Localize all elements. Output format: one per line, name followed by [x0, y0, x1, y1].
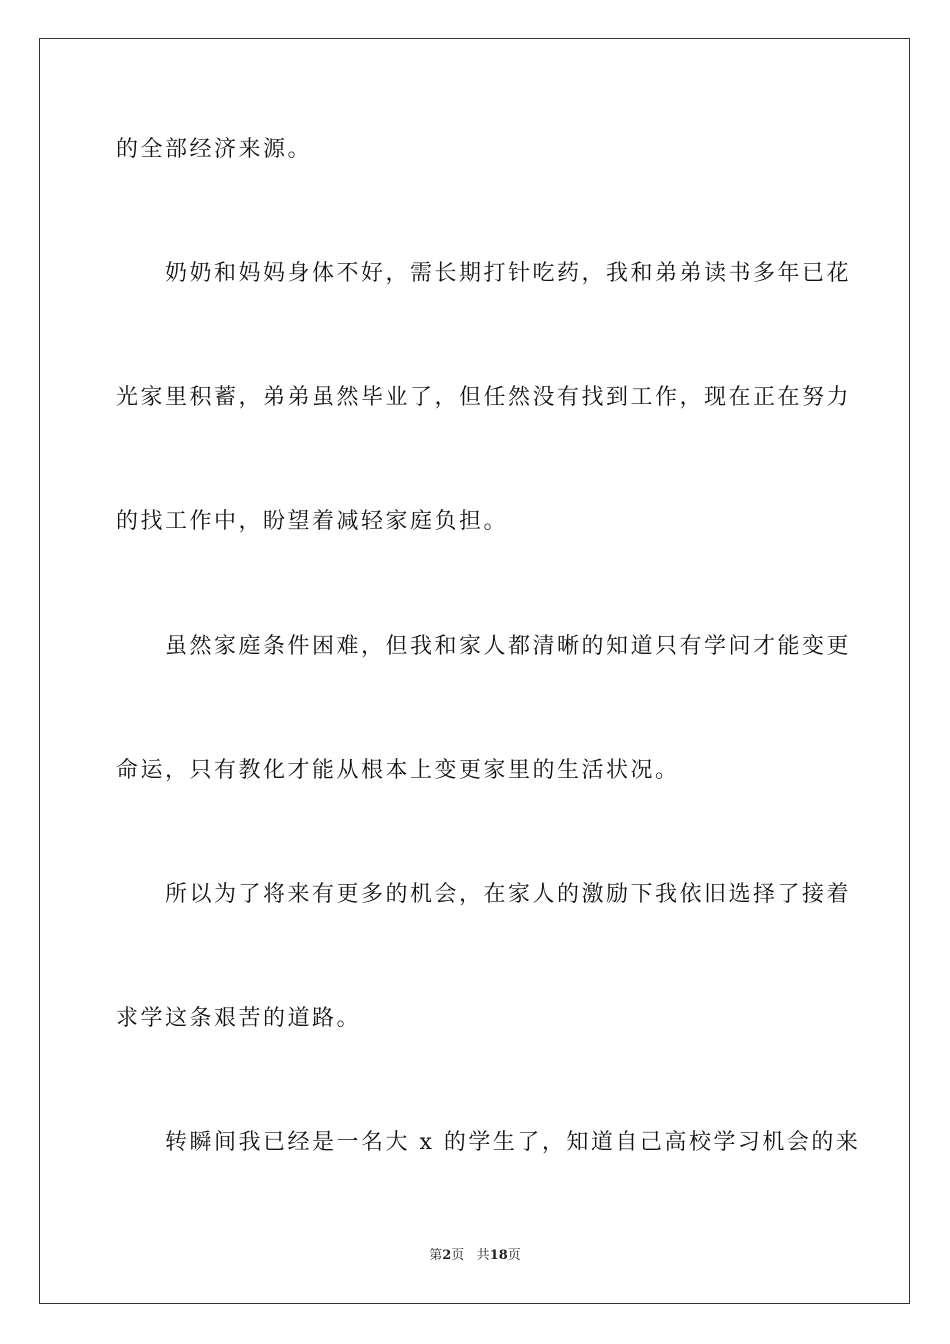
total-label-suffix: 页 — [507, 1248, 521, 1263]
text-line: 命运，只有教化才能从根本上变更家里的生活状况。 — [116, 758, 680, 783]
page-label-suffix: 页 — [451, 1248, 465, 1263]
page-border — [39, 38, 910, 1304]
total-label-prefix: 共 — [476, 1248, 490, 1263]
text-line: 求学这条艰苦的道路。 — [116, 1006, 362, 1031]
page-number: 2 — [442, 1248, 452, 1263]
text-line: 的找工作中，盼望着减轻家庭负担。 — [116, 509, 509, 534]
page-label-prefix: 第 — [429, 1248, 443, 1263]
paragraph-first-line: 奶奶和妈妈身体不好，需长期打针吃药，我和弟弟读书多年已花 — [165, 261, 852, 286]
page-footer — [0, 1247, 950, 1265]
text-line: 的全部经济来源。 — [116, 137, 313, 162]
paragraph-first-line: 所以为了将来有更多的机会，在家人的激励下我依旧选择了接着 — [165, 882, 852, 907]
paragraph-first-line: 虽然家庭条件困难，但我和家人都清晰的知道只有学问才能变更 — [165, 634, 852, 659]
page-total: 18 — [489, 1248, 508, 1263]
text-line: 光家里积蓄，弟弟虽然毕业了，但任然没有找到工作，现在正在努力 — [116, 385, 852, 410]
paragraph-first-line: 转瞬间我已经是一名大 x 的学生了，知道自己高校学习机会的来 — [165, 1130, 861, 1155]
